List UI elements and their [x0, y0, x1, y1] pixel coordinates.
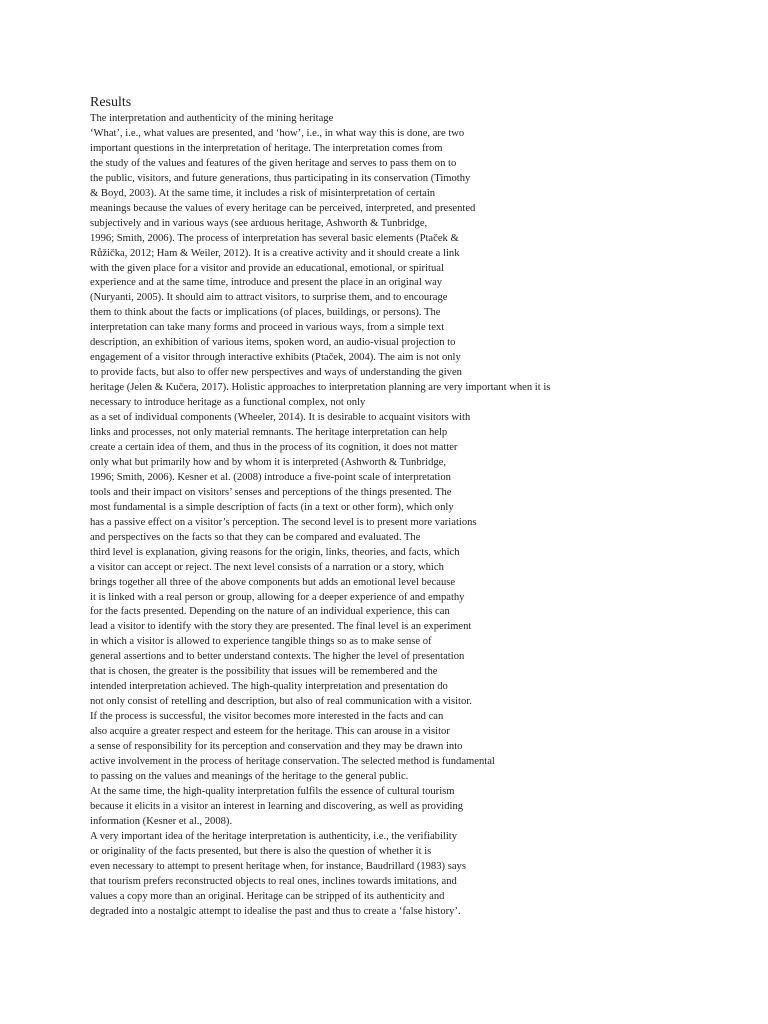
text-line: ‘What’, i.e., what values are presented, and ‘how’, i.e., in what way this is done, are two	[90, 127, 465, 139]
text-line: At the same time, the high-quality interpretation fulfils the essence of cultural tourism	[90, 785, 455, 797]
text-line: create a certain idea of them, and thus in the process of its cognition, it does not matter	[90, 441, 458, 453]
text-line: the study of the values and features of the given heritage and serves to pass them on to	[90, 157, 457, 169]
text-line: 1996; Smith, 2006). Kesner et al. (2008) introduce a five-point scale of interpretation	[90, 471, 451, 483]
text-line: engagement of a visitor through interactive exhibits (Ptaček, 2004). The aim is not only	[90, 352, 461, 364]
text-line: experience and at the same time, introduce and present the place in an original way	[90, 277, 443, 289]
text-line: If the process is successful, the visitor becomes more interested in the facts and can	[90, 711, 444, 723]
text-line: Růžička, 2012; Ham & Weiler, 2012). It is a creative activity and it should create a link	[90, 247, 460, 259]
text-line: (Nuryanti, 2005). It should aim to attract visitors, to surprise them, and to encourage	[90, 292, 448, 304]
text-line: values a copy more than an original. Heritage can be stripped of its authenticity and	[90, 890, 445, 902]
text-line: a sense of responsibility for its perception and conservation and they may be drawn into	[90, 741, 463, 753]
text-line: description, an exhibition of various items, spoken word, an audio-visual projection to	[90, 337, 456, 349]
text-line: to provide facts, but also to offer new perspectives and ways of understanding the given	[90, 367, 462, 379]
text-line: most fundamental is a simple description of facts (in a text or other form), which only	[90, 501, 454, 513]
text-line: in which a visitor is allowed to experience tangible things so as to make sense of	[90, 636, 432, 648]
text-line: a visitor can accept or reject. The next level consists of a narration or a story, which	[90, 561, 444, 573]
text-line: and perspectives on the facts so that they can be compared and evaluated. The	[90, 531, 421, 543]
text-line: A very important idea of the heritage interpretation is authenticity, i.e., the verifiability	[90, 830, 458, 842]
text-line: lead a visitor to identify with the story they are presented. The final level is an experiment	[90, 621, 472, 633]
text-line: has a passive effect on a visitor’s perception. The second level is to present more variations	[90, 516, 477, 528]
text-lines	[90, 112, 760, 919]
text-line: 1996; Smith, 2006). The process of interpretation has several basic elements (Ptaček &	[90, 232, 459, 244]
text-line: interpretation can take many forms and proceed in various ways, from a simple text	[90, 322, 445, 334]
text-line: not only consist of retelling and description, but also of real communication with a visitor.	[90, 696, 472, 708]
text-line: meanings because the values of every heritage can be perceived, interpreted, and presented	[90, 202, 476, 214]
text-line: or originality of the facts presented, but there is also the question of whether it is	[90, 845, 432, 857]
text-line: important questions in the interpretation of heritage. The interpretation comes from	[90, 142, 443, 154]
text-line: with the given place for a visitor and provide an educational, emotional, or spiritual	[90, 262, 444, 274]
text-line: for the facts presented. Depending on the nature of an individual experience, this can	[90, 606, 450, 618]
text-line: subjectively and in various ways (see arduous heritage, Ashworth & Tunbridge,	[90, 217, 428, 229]
text-line: to passing on the values and meanings of the heritage to the general public.	[90, 770, 409, 782]
text-line: necessary to introduce heritage as a functional complex, not only	[90, 397, 366, 409]
section-heading: Results	[90, 95, 132, 110]
text-line: them to think about the facts or implications (of places, buildings, or persons). The	[90, 307, 441, 319]
text-line: as a set of individual components (Wheeler, 2014). It is desirable to acquaint visitors with	[90, 412, 471, 424]
text-line: The interpretation and authenticity of the mining heritage	[90, 113, 334, 124]
text-line: third level is explanation, giving reasons for the origin, links, theories, and facts, which	[90, 546, 460, 558]
text-line: general assertions and to better understand contexts. The higher the level of presentation	[90, 651, 465, 663]
text-line: & Boyd, 2003). At the same time, it includes a risk of misinterpretation of certain	[90, 187, 436, 199]
text-line: tools and their impact on visitors’ senses and perceptions of the things presented. The	[90, 486, 452, 498]
text-line: intended interpretation achieved. The high-quality interpretation and presentation do	[90, 681, 448, 693]
text-line: because it elicits in a visitor an interest in learning and discovering, as well as providing	[90, 800, 464, 812]
document-body	[90, 94, 760, 919]
text-line: degraded into a nostalgic attempt to idealise the past and thus to create a ‘false history’.	[90, 905, 461, 917]
text-line: it is linked with a real person or group, allowing for a deeper experience of and empathy	[90, 591, 465, 603]
text-line: that tourism prefers reconstructed objects to real ones, inclines towards imitations, and	[90, 875, 457, 887]
text-line: links and processes, not only material remnants. The heritage interpretation can help	[90, 427, 448, 439]
text-line: active involvement in the process of heritage conservation. The selected method is fundamental	[90, 755, 495, 767]
text-line: heritage (Jelen & Kučera, 2017). Holistic approaches to interpretation planning are very important when it is	[90, 382, 551, 394]
text-line: only what but primarily how and by whom it is interpreted (Ashworth & Tunbridge,	[90, 456, 447, 468]
text-line: also acquire a greater respect and esteem for the heritage. This can arouse in a visitor	[90, 726, 450, 738]
text-line: brings together all three of the above components but adds an emotional level because	[90, 576, 456, 588]
text-line: information (Kesner et al., 2008).	[90, 815, 233, 827]
text-line: that is chosen, the greater is the possibility that issues will be remembered and the	[90, 666, 438, 678]
text-line: even necessary to attempt to present heritage when, for instance, Baudrillard (1983) says	[90, 860, 466, 872]
text-line: the public, visitors, and future generations, thus participating in its conservation (Timothy	[90, 172, 471, 184]
